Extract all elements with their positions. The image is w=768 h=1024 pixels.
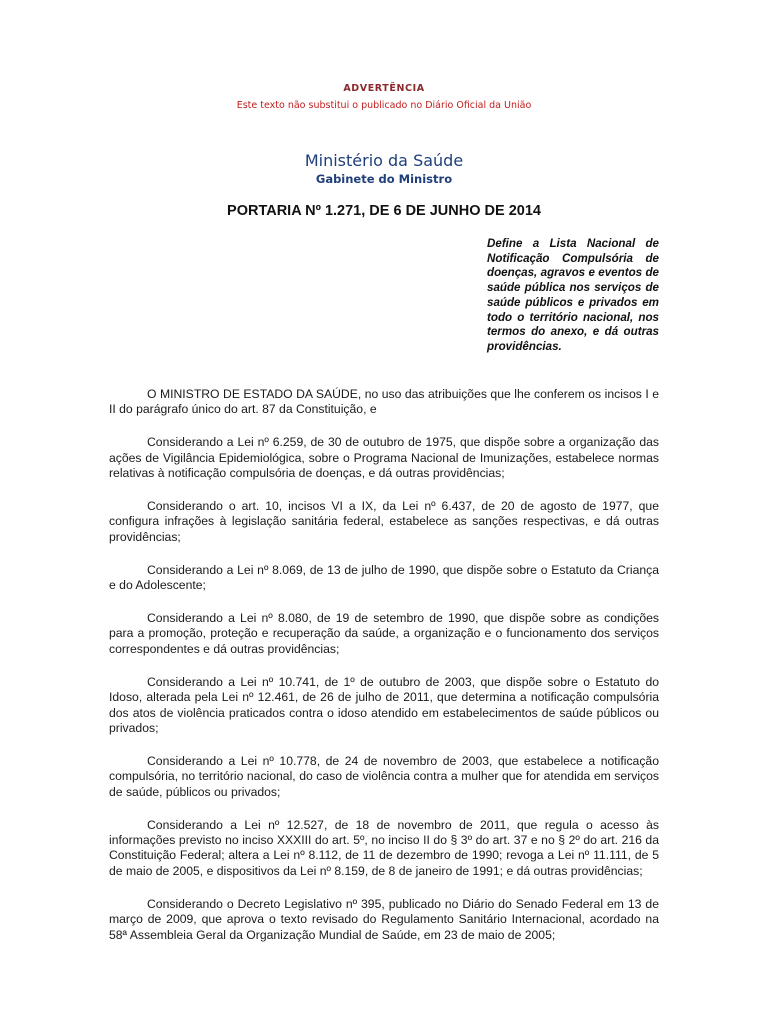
ministry-name: Ministério da Saúde	[304, 151, 464, 170]
paragraph: Considerando a Lei nº 8.080, de 19 de setembro de 1990, que dispõe sobre as condições para a promoção, proteção e recuperação da saúde, a organização e o funcionamento dos serviços correspondentes e dá outras providências;	[109, 611, 659, 656]
page-title: PORTARIA Nº 1.271, DE 6 DE JUNHO DE 2014	[227, 203, 541, 219]
paragraph: Considerando a Lei nº 6.259, de 30 de outubro de 1975, que dispõe sobre a organização das ações de Vigilância Epidemiológica, sobre o Programa Nacional de Imunizações, estabelece normas relativas à notificação compulsória de doenças, e dá outras providências;	[109, 435, 659, 481]
warning-title: ADVERTÊNCIA	[343, 83, 425, 94]
paragraph: Considerando o Decreto Legislativo nº 395, publicado no Diário do Senado Federal em 13 de março de 2009, que aprova o texto revisado do Regulamento Sanitário Internacional, acordado na 58ª Assembleia Geral da Organização Mundial de Saúde, em 23 de maio de 2005;	[109, 896, 659, 942]
ementa: Define a Lista Nacional de Notificação Compulsória de doenças, agravos e eventos de saúde pública nos serviços de saúde públicos e privados em todo o território nacional, nos termos do anexo, e dá outras providências.	[487, 237, 659, 353]
paragraph: Considerando a Lei nº 12.527, de 18 de novembro de 2011, que regula o acesso às informações previsto no inciso XXXIII do art. 5º, no inciso II do § 3º do art. 37 e no § 2º do art. 216 da Constituição Federal; altera a Lei nº 8.112, de 11 de dezembro de 1990; revoga a Lei nº 11.111, de 5 de maio de 2005, e dispositivos da Lei nº 8.159, de 8 de janeiro de 1991; e dá outras providências;	[109, 817, 659, 878]
paragraph: Considerando a Lei nº 10.741, de 1º de outubro de 2003, que dispõe sobre o Estatuto do Idoso, alterada pela Lei nº 12.461, de 26 de julho de 2011, que determina a notificação compulsória dos atos de violência praticados contra o idoso atendido em estabelecimentos de saúde públicos ou privados;	[109, 674, 659, 735]
warning-text: Este texto não substitui o publicado no Diário Oficial da União	[236, 100, 532, 111]
paragraph: Considerando a Lei nº 8.069, de 13 de julho de 1990, que dispõe sobre o Estatuto da Criança e do Adolescente;	[109, 562, 659, 593]
paragraph: Considerando o art. 10, incisos VI a IX, da Lei nº 6.437, de 20 de agosto de 1977, que configura infrações à legislação sanitária federal, estabelece as sanções respectivas, e dá outras providências;	[109, 499, 659, 544]
cabinet-name: Gabinete do Ministro	[315, 172, 453, 186]
paragraph: Considerando a Lei nº 10.778, de 24 de novembro de 2003, que estabelece a notificação compulsória, no território nacional, do caso de violência contra a mulher que for atendida em serviços de saúde, públicos ou privados;	[109, 753, 659, 799]
paragraph: O MINISTRO DE ESTADO DA SAÚDE, no uso das atribuições que lhe conferem os incisos I e II do parágrafo único do art. 87 da Constituição, e	[109, 387, 659, 417]
document-body	[109, 387, 659, 960]
